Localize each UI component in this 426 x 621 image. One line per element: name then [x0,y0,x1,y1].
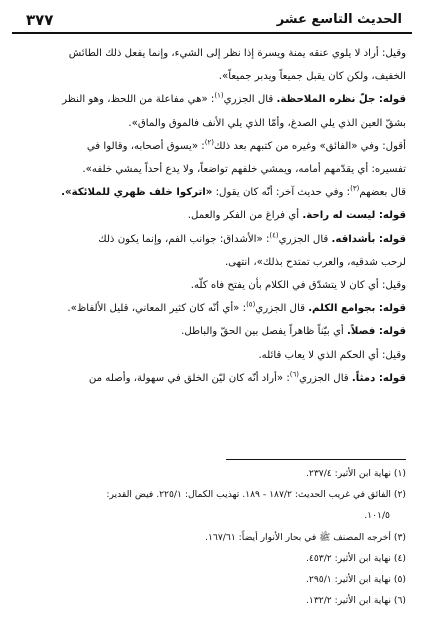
footnote-ref[interactable]: (٥) [246,300,256,309]
text-line: قوله: جلّ نظره الملاحظة. قال الجزري$^{(١)}$: «هي مفاعلة من اللحظ، وهو النظر [62,92,406,106]
main-text [18,42,406,390]
text-line: قال بعضهم$^{(٣)}$: وفي حديث آخر: أنّه كان يقول: «اتركوا خلف ظهري للملائكة». [61,184,406,199]
quoted-hadith: «اتركوا خلف ظهري للملائكة». [61,187,213,199]
text-line: الخفيف، ولكن كان يقبل جميعاً ويدبر جميعاً». [218,71,406,83]
lemma: قوله: جلّ نظره الملاحظة. [276,94,406,106]
footnote-separator [226,459,406,460]
text-line: قوله: بأشداقه. قال الجزري$^{(٤)}$: «الأشداق: جوانب الفم، وإنما يكون ذلك [98,231,406,245]
lemma: قوله: ليست له راحة. [302,210,406,222]
footnote: (٦) نهاية ابن الأثير: ١٣٢/٢. [305,595,406,607]
page-header [12,10,412,32]
text-line: قوله: بجوامع الكلم. قال الجزري$^{(٥)}$: «أي أنّه كان كثير المعاني، قليل الألفاظ». [67,300,406,315]
footnote: (٤) نهاية ابن الأثير: ٤٥٣/٢. [305,552,406,564]
lemma: قوله: بجوامع الكلم. [308,303,406,315]
header-rule [12,32,412,34]
text-line: وقيل: أي كان لا يتشدّق في الكلام بأن يفتح فاه كلّه. [190,280,406,292]
text-line: وقيل: أراد لا يلوي عنقه يمنة ويسرة إذا نظر إلى الشيء، وإنما يفعل ذلك الطائش [68,48,406,59]
footnote: (٣) أخرجه المصنف ﷺ في بحار الأنوار أيضاً: ١٦٧/٦١. [205,531,406,543]
footnote-ref[interactable]: (٣) [350,184,360,193]
lemma: قوله: بأشداقه. [331,233,406,245]
footnote-ref[interactable]: (٤) [269,231,279,240]
text-line: قوله: دمثاً. قال الجزري$^{(٦)}$: «أراد أنّه كان ليّن الخلق في سهولة، وأصله من [88,370,406,384]
footnotes [18,463,406,611]
text-line: تفسيره: أي يقدّمهم أمامه، ويمشي خلفهم تواضعاً، ولا يدع أحداً يمشي خلفه». [82,164,406,176]
footnote: (٢) الفائق في غريب الحديث: ١٨٧/٢ - ١٨٩. تهذيب الكمال: ٢٢٥/١. فيض القدير: [106,489,406,501]
text-line: قوله: فصلاً. أي بيّناً ظاهراً يفصل بين الحقّ والباطل. [181,326,406,338]
text-line: وقيل: أي الحكم الذي لا يعاب قائله. [258,349,406,361]
text-line: لرحب شدقيه، والعرب تمتدح بذلك»، انتهى. [224,256,406,268]
footnote-ref[interactable]: (٢) [204,138,214,147]
footnote: (٥) نهاية ابن الأثير: ٢٩٥/١. [305,574,406,586]
lemma: قوله: فصلاً. [347,326,406,338]
text-line: بشقّ العين الذي يلي الصدغ، وأمّا الذي يلي الأنف فالموق والماق». [128,117,406,129]
text-line: أقول: وفي «الفائق» وغيره من كتبهم بعد ذلك$^{(٢)}$: «يسوق أصحابه، وقالوا في [86,138,406,152]
text-line: قوله: ليست له راحة. أي فراغ من الفكر والعمل. [187,210,406,222]
page-number: ٣٧٧ [26,11,54,29]
footnote-ref[interactable]: (٦) [289,370,300,379]
footnote-continuation: ١٠١/٥. [364,510,390,522]
lemma: قوله: دمثاً. [351,372,406,384]
running-title: الحديث التاسع عشر [276,12,402,27]
footnote-ref[interactable]: (١) [214,92,224,101]
footnote: (١) نهاية ابن الأثير: ٢٣٧/٤. [305,468,406,479]
